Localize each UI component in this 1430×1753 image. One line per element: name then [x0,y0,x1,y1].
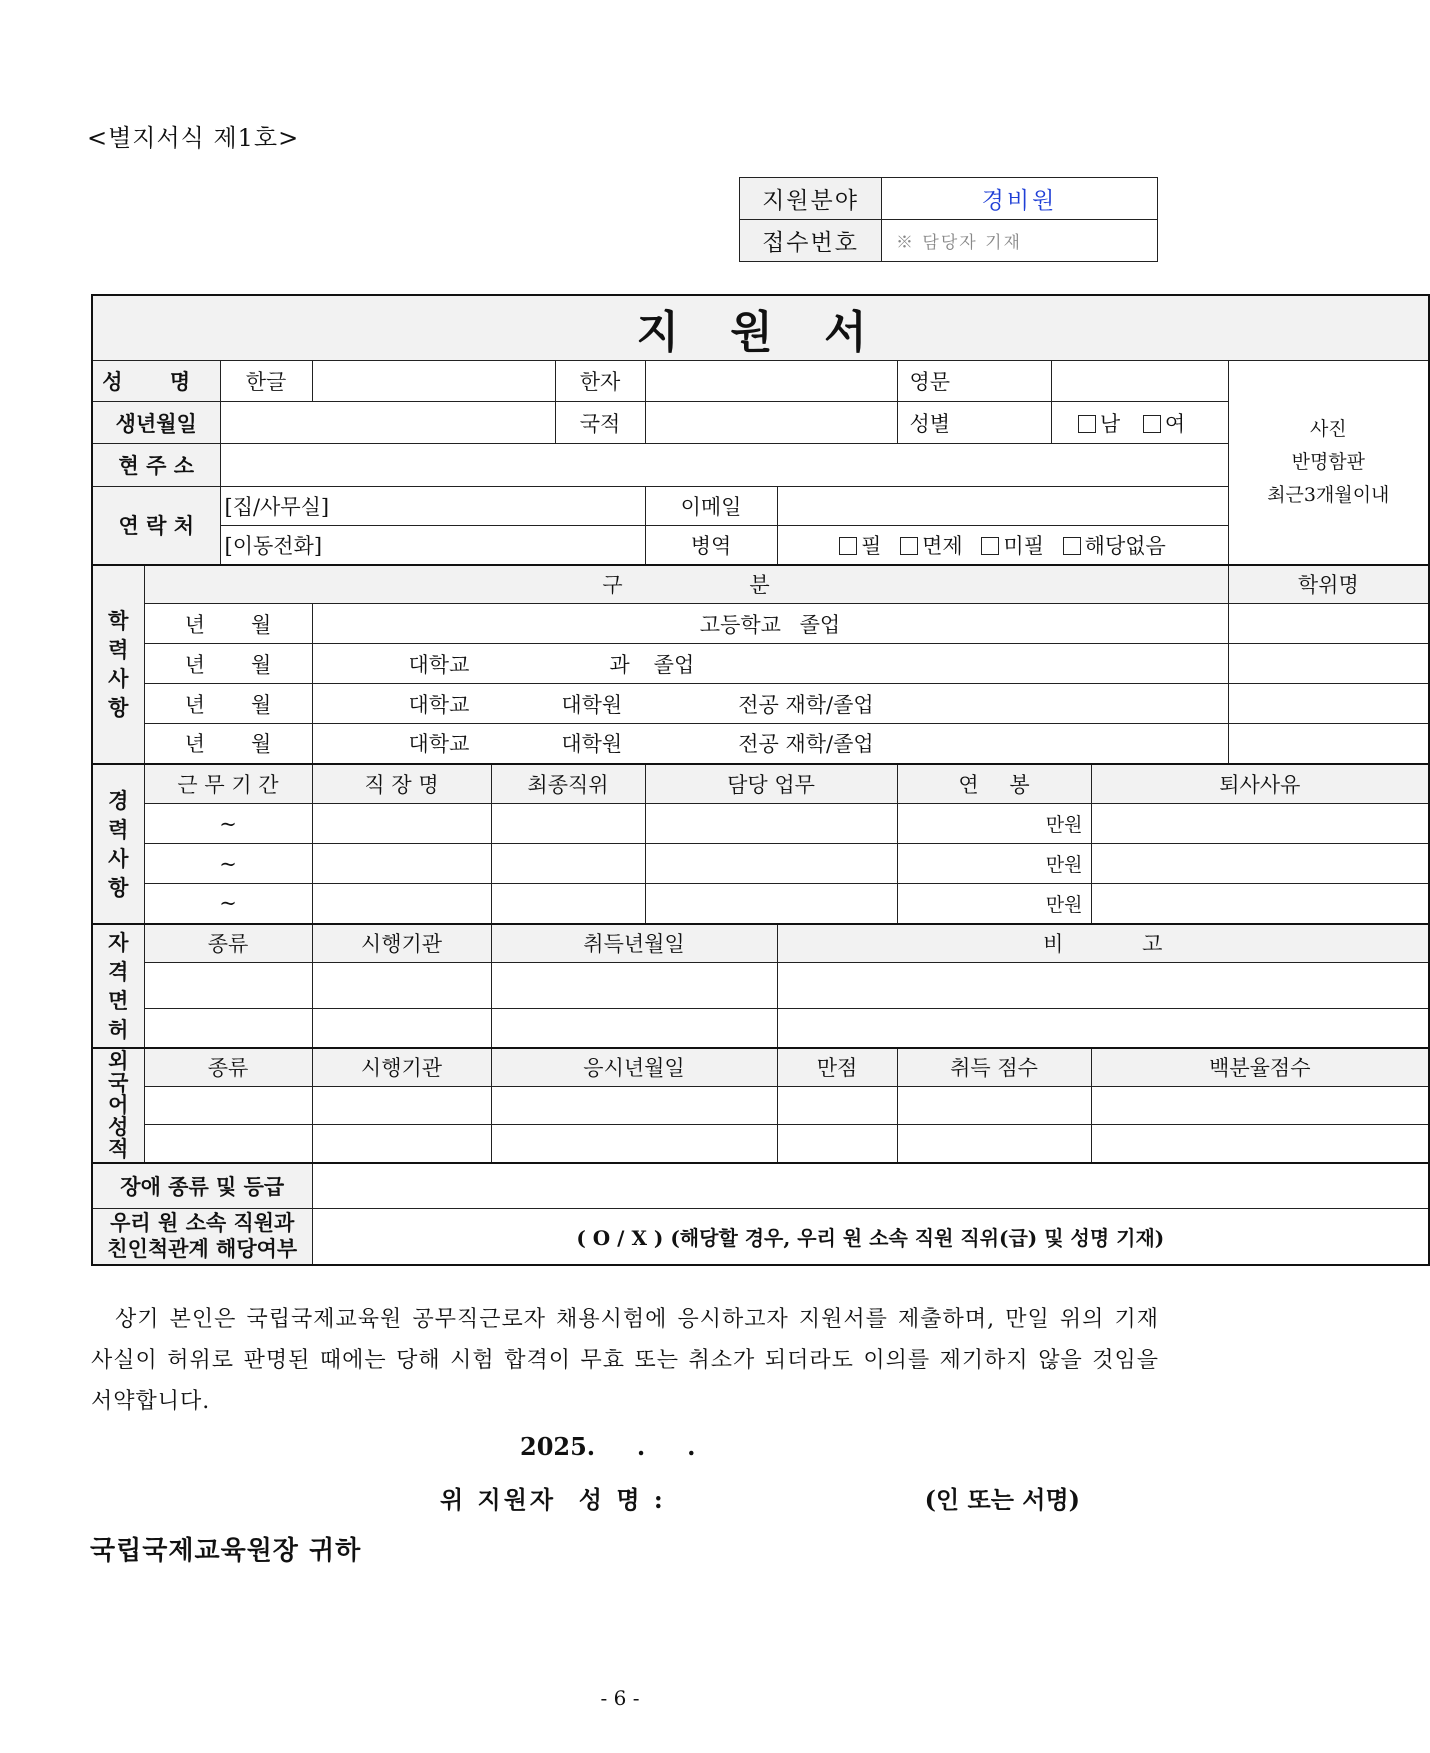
photo-box[interactable] [1228,361,1429,565]
vertical-char: 력 [108,637,129,662]
career-period-header: 근 무 기 간 [144,764,312,804]
relation-label-line2: 친인척관계 해당여부 [107,1236,298,1262]
career-company-header: 직 장 명 [312,764,491,804]
home-office-phone[interactable]: [집/사무실] [220,487,645,526]
checkbox-icon [1143,415,1161,433]
career-position[interactable] [491,884,645,924]
grad-school-label: 대학원 [561,732,623,757]
education-division-header: 구 분 [144,565,1228,604]
military-option-4[interactable] [1063,534,1166,558]
vertical-char: 성 [108,1114,129,1139]
graduate-label: 졸업 [653,652,695,677]
male-label: 남 [1099,411,1121,436]
career-company[interactable] [312,884,491,924]
form-number: <별지서식 제1호> [87,124,300,152]
application-form-table [91,294,1430,1266]
photo-line-1: 사진 [1309,417,1347,440]
edu-date[interactable] [144,604,312,644]
edu-degree-input[interactable] [1228,724,1429,764]
career-period[interactable]: ~ [144,804,312,844]
sex-female[interactable] [1143,412,1185,436]
month-label: 월 [251,692,272,717]
female-label: 여 [1164,411,1186,436]
military-option-label: 미필 [1003,533,1044,558]
language-full-score-header: 만점 [777,1048,897,1087]
sex-label: 성별 [897,402,1051,444]
hangul-label: 한글 [220,361,312,402]
signature-line [440,1480,1080,1515]
language-score[interactable] [897,1125,1091,1163]
language-issuer[interactable] [312,1125,491,1163]
signature-date[interactable]: 2025. . . [520,1432,696,1461]
language-issuer-header: 시행기관 [312,1048,491,1087]
checkbox-icon [1078,415,1096,433]
vertical-char: 외 [108,1048,129,1073]
edu-grad-school[interactable] [312,724,1228,764]
language-type-header: 종류 [144,1048,312,1087]
major-status-label: 전공 재학/졸업 [738,732,874,757]
career-reason[interactable] [1091,884,1429,924]
career-duty[interactable] [645,844,897,884]
signature-label: 위 지원자 성 명 : [440,1485,666,1514]
military-option-label: 해당없음 [1084,533,1166,558]
license-type[interactable] [144,963,312,1009]
career-salary[interactable]: 만원 [897,844,1091,884]
career-reason[interactable] [1091,804,1429,844]
disability-input[interactable] [312,1163,1429,1209]
license-issuer-header: 시행기관 [312,924,491,963]
edu-grad-school[interactable] [312,684,1228,724]
page-number: - 6 - [600,1686,640,1710]
career-salary[interactable]: 만원 [897,884,1091,924]
license-type[interactable] [144,1009,312,1048]
relation-label-line1: 우리 원 소속 직원과 [110,1210,295,1236]
language-date[interactable] [491,1125,777,1163]
military-option-label: 면제 [922,533,963,558]
military-label: 병역 [645,526,777,565]
receipt-note[interactable]: ※ 담당자 기재 [882,220,1158,262]
career-salary[interactable]: 만원 [897,804,1091,844]
checkbox-icon [839,537,857,555]
military-option-label: 필 [861,533,882,558]
license-remarks[interactable] [777,963,1429,1009]
application-field-box [739,177,1158,262]
addressee: 국립국제교육원장 귀하 [90,1536,362,1566]
vertical-char: 항 [108,695,129,720]
name-label: 성 명 [92,361,220,402]
mobile-phone[interactable]: [이동전화] [220,526,645,565]
career-reason-header: 퇴사사유 [1091,764,1429,804]
year-label: 년 [184,692,205,717]
university-label: 대학교 [408,652,470,677]
language-percent[interactable] [1091,1125,1429,1163]
photo-line-3: 최근3개월이내 [1267,483,1390,506]
military-option-2[interactable] [900,534,963,558]
license-issuer[interactable] [312,1009,491,1048]
photo-line-2: 반명함판 [1291,450,1366,473]
career-reason[interactable] [1091,844,1429,884]
license-date[interactable] [491,963,777,1009]
edu-degree-input[interactable] [1228,684,1429,724]
university-label: 대학교 [408,692,470,717]
license-remarks[interactable] [777,1009,1429,1048]
email-label: 이메일 [645,487,777,526]
grad-school-label: 대학원 [561,692,623,717]
career-period[interactable]: ~ [144,884,312,924]
vertical-char: 경 [108,787,129,813]
signature-seal[interactable]: (인 또는 서명) [924,1485,1080,1514]
vertical-char: 적 [108,1136,129,1161]
address-label: 현 주 소 [92,444,220,487]
career-duty-header: 담당 업무 [645,764,897,804]
field-value[interactable]: 경비원 [882,178,1158,220]
email-input[interactable] [777,487,1228,526]
vertical-char: 학 [108,608,129,633]
edu-date[interactable] [144,684,312,724]
receipt-label: 접수번호 [740,220,882,262]
vertical-char: 격 [108,958,129,984]
address-input[interactable] [220,444,1228,487]
military-option-3[interactable] [981,534,1044,558]
license-issuer[interactable] [312,963,491,1009]
declaration-text: 상기 본인은 국립국제교육원 공무직근로자 채용시험에 응시하고자 지원서를 제출하며, 만일 위의 기재 사실이 허위로 판명된 때에는 당해 시험 합격이 무효 또는 취소가 되더라도 이의를 제기하지 않을 것임을 서약합니다. [91,1307,1159,1414]
hangul-name-input[interactable] [312,361,555,402]
vertical-char: 항 [108,874,129,900]
language-full-score[interactable] [777,1125,897,1163]
vertical-char: 국 [108,1070,129,1095]
career-position[interactable] [491,804,645,844]
language-date[interactable] [491,1087,777,1125]
license-section-label [92,924,144,1048]
career-company[interactable] [312,804,491,844]
field-label: 지원분야 [740,178,882,220]
month-label: 월 [251,612,272,637]
year-label: 년 [184,652,205,677]
language-issuer[interactable] [312,1087,491,1125]
education-section-label [92,565,144,764]
language-type[interactable] [144,1125,312,1163]
military-checkboxes [777,526,1228,565]
dept-suffix: 과 [609,652,630,677]
career-period[interactable]: ~ [144,844,312,884]
major-status-label: 전공 재학/졸업 [738,692,874,717]
vertical-char: 사 [108,666,129,691]
month-label: 월 [251,652,272,677]
edu-date[interactable] [144,644,312,684]
checkbox-icon [981,537,999,555]
career-duty[interactable] [645,804,897,844]
vertical-char: 면 [108,987,129,1013]
edu-university[interactable] [312,644,1228,684]
nationality-input[interactable] [645,402,897,444]
form-title: 지 원 서 [92,295,1429,361]
checkbox-icon [900,537,918,555]
hanja-name-input[interactable] [645,361,897,402]
contact-label: 연 락 처 [92,487,220,565]
checkbox-icon [1063,537,1081,555]
year-label: 년 [184,612,205,637]
career-section-label [92,764,144,924]
disability-label: 장애 종류 및 등급 [92,1163,312,1209]
vertical-char: 사 [108,845,129,871]
birth-label: 생년월일 [92,402,220,444]
military-option-1[interactable] [839,534,881,558]
career-position-header: 최종직위 [491,764,645,804]
language-type[interactable] [144,1087,312,1125]
license-remarks-header: 비 고 [777,924,1429,963]
english-label: 영문 [897,361,1051,402]
language-full-score[interactable] [777,1087,897,1125]
nationality-label: 국적 [555,402,645,444]
language-section-label [92,1048,144,1163]
english-name-input[interactable] [1051,361,1228,402]
month-label: 월 [251,732,272,757]
career-position[interactable] [491,844,645,884]
year-label: 년 [184,732,205,757]
vertical-char: 허 [108,1016,129,1042]
license-date-header: 취득년월일 [491,924,777,963]
relation-value[interactable]: ( O / X ) (해당할 경우, 우리 원 소속 직원 직위(급) 및 성명 기재) [312,1209,1429,1265]
language-date-header: 응시년월일 [491,1048,777,1087]
license-type-header: 종류 [144,924,312,963]
career-company[interactable] [312,844,491,884]
edu-date[interactable] [144,724,312,764]
language-percent-header: 백분율점수 [1091,1048,1429,1087]
career-duty[interactable] [645,884,897,924]
university-label: 대학교 [408,732,470,757]
hanja-label: 한자 [555,361,645,402]
sex-checkboxes [1051,402,1228,444]
sex-male[interactable] [1078,412,1120,436]
vertical-char: 력 [108,816,129,842]
language-score[interactable] [897,1087,1091,1125]
career-salary-header: 연 봉 [897,764,1091,804]
language-score-header: 취득 점수 [897,1048,1091,1087]
edu-degree-input[interactable] [1228,604,1429,644]
vertical-char: 자 [108,929,129,955]
edu-highschool[interactable]: 고등학교 졸업 [312,604,1228,644]
birth-input[interactable] [220,402,555,444]
language-percent[interactable] [1091,1087,1429,1125]
relation-label [92,1209,312,1265]
edu-degree-input[interactable] [1228,644,1429,684]
education-degree-header: 학위명 [1228,565,1429,604]
license-date[interactable] [491,1009,777,1048]
vertical-char: 어 [108,1092,129,1117]
